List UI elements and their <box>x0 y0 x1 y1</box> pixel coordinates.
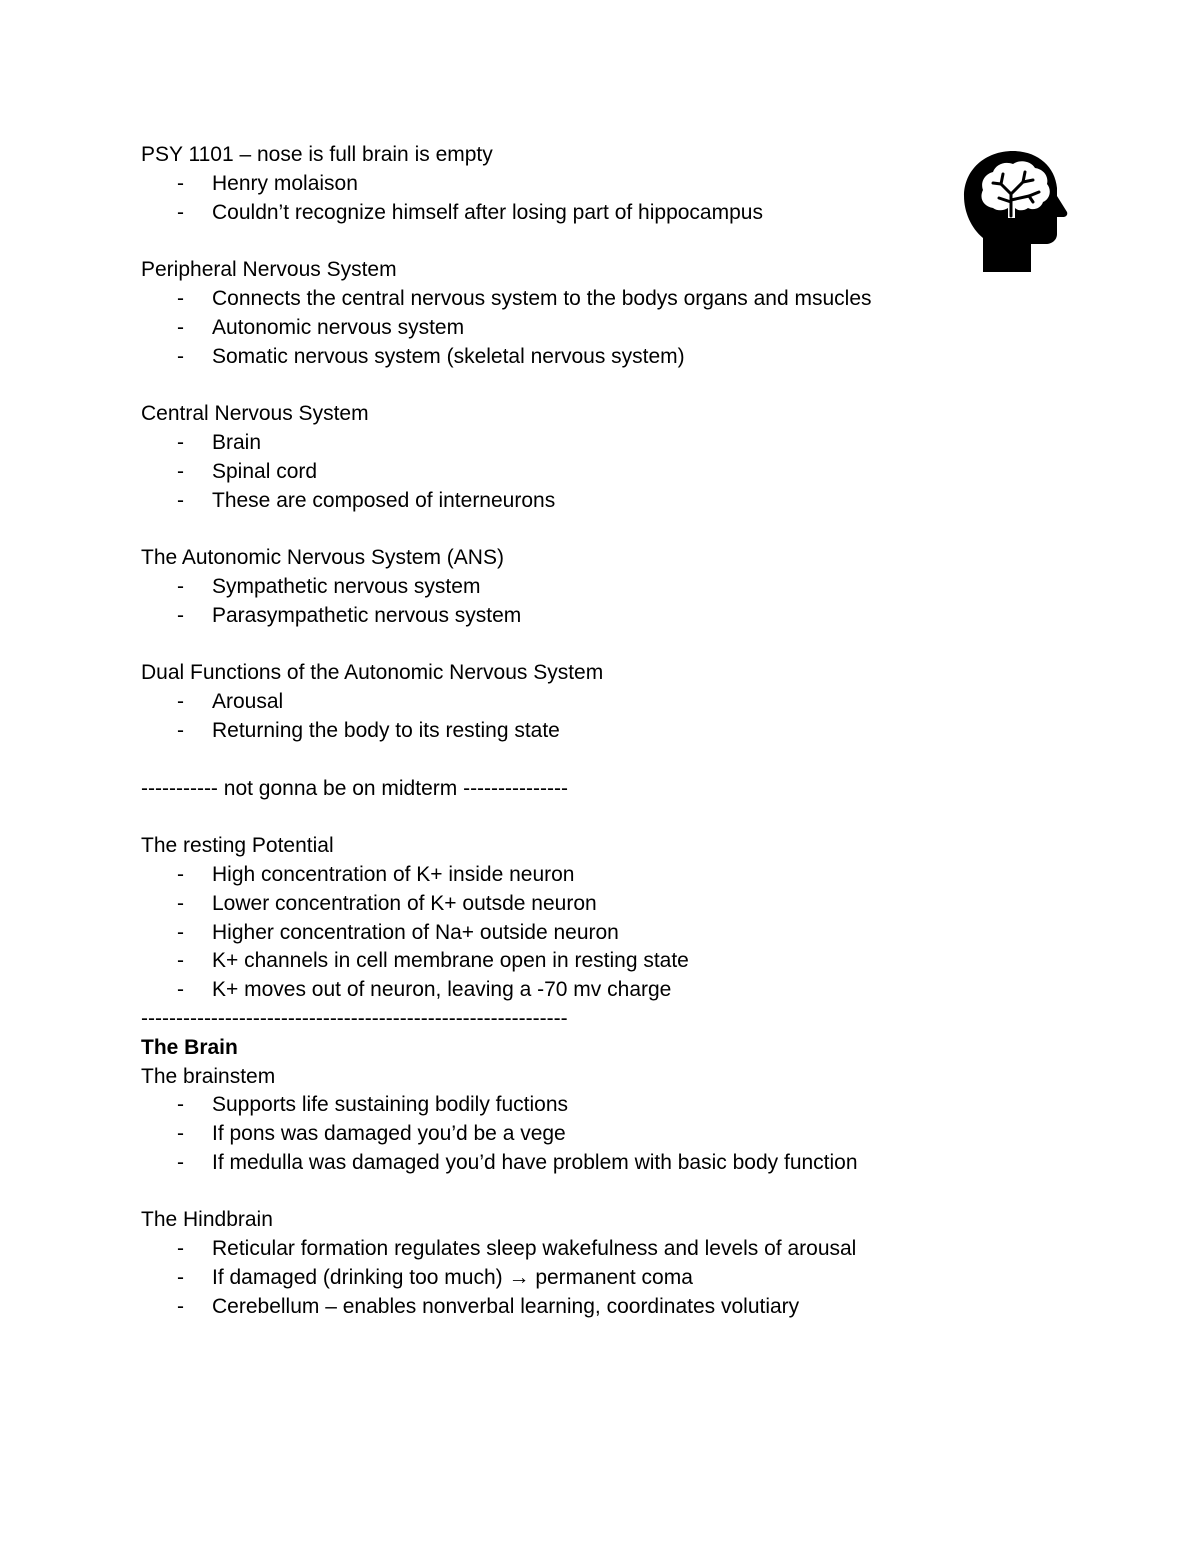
list-item <box>141 1149 941 1178</box>
bullet-dash: - <box>177 862 184 886</box>
bullet-list <box>141 861 941 1005</box>
list-item <box>141 1264 941 1293</box>
list-item-text: If pons was damaged you’d be a vege <box>212 1122 566 1146</box>
section-psy1101 <box>141 141 941 227</box>
document-body <box>141 141 941 1350</box>
list-item-text: Autonomic nervous system <box>212 315 465 339</box>
bullet-dash: - <box>177 1150 184 1174</box>
midterm-note: ----------- not gonna be on midterm --------------- <box>141 776 568 800</box>
bullet-dash: - <box>177 488 184 512</box>
section-heading: Central Nervous System <box>141 402 369 426</box>
bullet-dash: - <box>177 1237 184 1261</box>
list-item-text: If medulla was damaged you’d have problem with basic body function <box>212 1150 858 1174</box>
list-item-text: Reticular formation regulates sleep wakefulness and levels of arousal <box>212 1237 857 1261</box>
bullet-dash: - <box>177 574 184 598</box>
bullet-dash: - <box>177 718 184 742</box>
list-item <box>141 602 941 631</box>
list-item <box>141 314 941 343</box>
bullet-dash: - <box>177 171 184 195</box>
bullet-dash: - <box>177 1093 184 1117</box>
bullet-dash: - <box>177 978 184 1002</box>
bullet-dash: - <box>177 949 184 973</box>
section-hindbrain <box>141 1206 941 1321</box>
list-item <box>141 429 941 458</box>
bullet-list <box>141 688 941 746</box>
section-heading: The Autonomic Nervous System (ANS) <box>141 546 504 570</box>
list-item-text: Sympathetic nervous system <box>212 574 481 598</box>
list-item <box>141 343 941 372</box>
list-item-text: Henry molaison <box>212 171 358 195</box>
list-item-text: Cerebellum – enables nonverbal learning, coordinates volutiary <box>212 1294 800 1318</box>
list-item-text: Somatic nervous system (skeletal nervous system) <box>212 344 685 368</box>
section-heading: The resting Potential <box>141 834 334 858</box>
list-item <box>141 919 941 948</box>
bullet-list <box>141 429 941 515</box>
list-item <box>141 1293 941 1322</box>
list-item <box>141 890 941 919</box>
bullet-list <box>141 170 941 228</box>
list-item-text: Connects the central nervous system to the bodys organs and msucles <box>212 286 872 310</box>
list-item-text: Supports life sustaining bodily fuctions <box>212 1093 569 1117</box>
list-item <box>141 976 941 1005</box>
bullet-dash: - <box>177 315 184 339</box>
bullet-dash: - <box>177 430 184 454</box>
bullet-dash: - <box>177 1266 184 1290</box>
list-item <box>141 1091 941 1120</box>
section-brainstem <box>141 1063 941 1178</box>
list-item <box>141 947 941 976</box>
list-item-text: Brain <box>212 430 262 454</box>
bullet-dash: - <box>177 690 184 714</box>
brain-heading: The Brain <box>141 1035 238 1059</box>
section-dual-functions <box>141 659 941 745</box>
section-heading: Peripheral Nervous System <box>141 258 397 282</box>
bullet-dash: - <box>177 603 184 627</box>
section-heading: Dual Functions of the Autonomic Nervous System <box>141 661 604 685</box>
list-item <box>141 688 941 717</box>
bullet-dash: - <box>177 1294 184 1318</box>
bullet-dash: - <box>177 920 184 944</box>
list-item-text: Couldn’t recognize himself after losing part of hippocampus <box>212 200 763 224</box>
list-item <box>141 487 941 516</box>
section-heading: The Hindbrain <box>141 1208 273 1232</box>
bullet-list <box>141 285 941 371</box>
bullet-list <box>141 1235 941 1321</box>
list-item-text: Spinal cord <box>212 459 318 483</box>
list-item-text: Parasympathetic nervous system <box>212 603 522 627</box>
list-item <box>141 1120 941 1149</box>
list-item-text: These are composed of interneurons <box>212 488 556 512</box>
bullet-dash: - <box>177 200 184 224</box>
divider: ------------------------------------------------------------- <box>141 1006 568 1030</box>
list-item-text: High concentration of K+ inside neuron <box>212 862 575 886</box>
bullet-dash: - <box>177 1122 184 1146</box>
section-peripheral-nervous-system <box>141 256 941 371</box>
bullet-list <box>141 1091 941 1177</box>
list-item <box>141 861 941 890</box>
bullet-dash: - <box>177 344 184 368</box>
document-title: PSY 1101 – nose is full brain is empty <box>141 143 493 166</box>
bullet-dash: - <box>177 286 184 310</box>
list-item <box>141 199 941 228</box>
bullet-dash: - <box>177 891 184 915</box>
section-heading: The brainstem <box>141 1064 276 1088</box>
bullet-list <box>141 573 941 631</box>
list-item <box>141 1235 941 1264</box>
section-resting-potential <box>141 832 941 1005</box>
list-item-text: Arousal <box>212 690 284 714</box>
list-item-text: If damaged (drinking too much) → permanent coma <box>212 1266 693 1290</box>
list-item-text: K+ moves out of neuron, leaving a -70 mv charge <box>212 978 672 1002</box>
list-item <box>141 285 941 314</box>
list-item-text: Returning the body to its resting state <box>212 718 560 742</box>
section-central-nervous-system <box>141 400 941 515</box>
list-item <box>141 458 941 487</box>
section-autonomic-nervous-system <box>141 544 941 630</box>
list-item <box>141 573 941 602</box>
list-item-text: Higher concentration of Na+ outside neuron <box>212 920 619 944</box>
section-midterm-note <box>141 775 941 804</box>
list-item-text: K+ channels in cell membrane open in resting state <box>212 949 689 973</box>
list-item-text: Lower concentration of K+ outsde neuron <box>212 891 597 915</box>
bullet-dash: - <box>177 459 184 483</box>
list-item <box>141 170 941 199</box>
list-item <box>141 717 941 746</box>
head-with-brain-icon <box>963 150 1069 272</box>
